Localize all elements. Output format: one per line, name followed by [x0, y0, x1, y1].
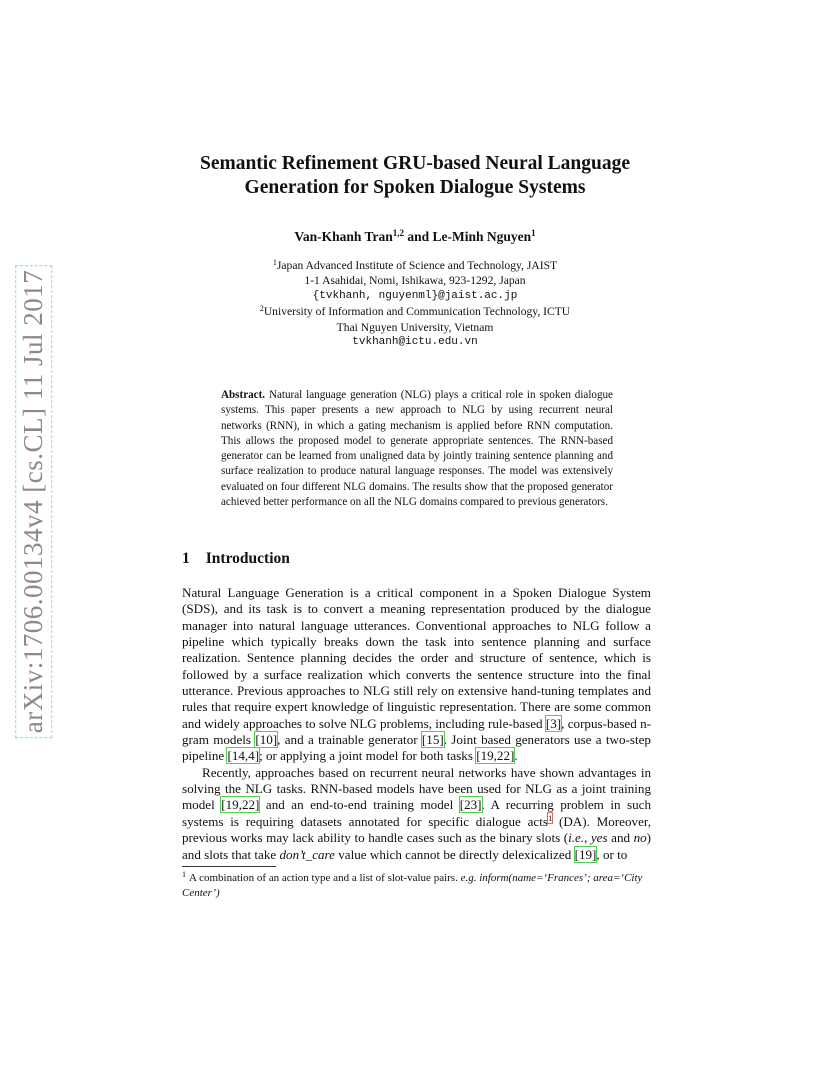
affiliation-2-line-1	[150, 304, 680, 319]
affiliation-1-line-2: 1-1 Asahidai, Nomi, Ishikawa, 923-1292, Japan	[304, 274, 526, 288]
affiliation-mark: 2	[259, 304, 264, 314]
italic-term: no	[633, 830, 647, 846]
citation-link[interactable]: [10]	[255, 732, 278, 748]
affiliation-text: University of Information and Communication Technology, ICTU	[263, 305, 571, 319]
paragraph-text: , corpus-based n-gram models	[182, 715, 652, 748]
footnote-example: e.g. inform(name=‘Frances’; area=‘City Center’)	[182, 872, 643, 899]
paper-title	[150, 152, 680, 200]
citation-link[interactable]: [3]	[545, 715, 562, 731]
footnote-rule	[182, 866, 276, 867]
abstract-label: Abstract.	[221, 389, 266, 401]
author-affiliation-mark: 1,2	[392, 228, 404, 238]
paragraph-text: ; or applying a joint model for both tasks	[259, 748, 477, 764]
title-line-1: Semantic Refinement GRU-based Neural Language	[199, 153, 631, 174]
footnote	[182, 871, 651, 901]
affiliation-1-email: {tvkhanh, nguyenml}@jaist.ac.jp	[312, 289, 518, 302]
citation-link[interactable]: [23]	[459, 797, 482, 813]
paragraph-text: and	[607, 830, 634, 846]
footnote-link[interactable]: 1	[547, 812, 553, 823]
paragraph-text: ) and slots that take	[182, 830, 652, 862]
affiliation-mark: 1	[272, 258, 277, 267]
abstract	[221, 388, 613, 510]
section-heading	[182, 549, 290, 569]
paragraph-text: and an end-to-end training model	[259, 797, 460, 813]
citation-link[interactable]: [14,4]	[227, 748, 260, 764]
arxiv-identifier-link[interactable]: arXiv:1706.00134v4 [cs.CL] 11 Jul 2017	[18, 269, 49, 733]
section-title: Introduction	[205, 550, 290, 567]
author-list	[150, 228, 680, 246]
paragraph-text: . Joint based generators use a two-step pipeline	[182, 732, 651, 764]
paragraph-text: , or to	[596, 846, 628, 862]
italic-term: don’t_care	[279, 846, 335, 862]
section-number: 1	[182, 550, 190, 567]
arxiv-stamp	[18, 268, 49, 734]
italic-term: i.e.	[568, 830, 585, 846]
citation-link[interactable]: [15]	[421, 732, 444, 748]
author-affiliation-mark: 1	[531, 228, 536, 238]
paragraph-text: (DA). Moreover, previous works may lack ability to handle cases such as the binary slots (	[182, 813, 651, 846]
paragraph-text: Recently, approaches based on recurrent neural networks have shown advantages in solving the NLG tasks. RNN-based models have been used for NLG as a joint training model	[182, 764, 651, 813]
paragraph-1	[182, 585, 651, 765]
affiliations	[150, 258, 680, 350]
paragraph-text: ,	[584, 830, 591, 846]
paragraph-text: . A recurring problem in such systems is requiring datasets annotated for specific dialogue acts	[182, 797, 651, 829]
paragraph-text: value which cannot be directly delexicalized	[334, 846, 575, 862]
abstract-text: Natural language generation (NLG) plays a critical role in spoken dialogue systems. This paper presents a new approach to NLG by using recurrent neural networks (RNN), in which a gating mechanism is applied before RNN computation. This allows the proposed model to generate appropriate sentences. The RNN-based generator can be learned from unaligned data by jointly training sentence planning and surface realization to produce natural language responses. The model was extensively evaluated on four different NLG domains. The results show that the proposed generator achieved better performance on all the NLG domains compared to previous generators.	[221, 389, 613, 508]
affiliation-1-line-1	[150, 258, 680, 273]
author-name: Le-Minh Nguyen	[432, 229, 532, 244]
citation-link[interactable]: [19,22]	[476, 748, 515, 764]
title-line-2: Generation for Spoken Dialogue Systems	[244, 177, 586, 198]
affiliation-text: Japan Advanced Institute of Science and Technology, JAIST	[276, 259, 558, 272]
paragraph-2	[182, 765, 651, 863]
paragraph-text: , and a trainable generator	[277, 732, 422, 748]
affiliation-2-email: tvkhanh@ictu.edu.vn	[352, 336, 478, 349]
paragraph-text: .	[514, 748, 518, 764]
paragraph-text: Natural Language Generation is a critical component in a Spoken Dialogue System (SDS), and its task is to convert a meaning representation produced by the dialogue manager into natural language utterances. Conventional approaches to NLG follow a pipeline which typically breaks down the task into sentence planning and surface realization. Sentence planning decides the order and structure of sentence, which is followed by a surface realization which converts the sentence structure into the final utterance. Previous approaches to NLG still rely on extensive hand-tuning templates and rules that require expert knowledge of linguistic representation. There are some common and widely approaches to solve NLG problems, including rule-based	[182, 585, 651, 731]
author-conjunction: and	[404, 229, 433, 244]
footnote-text: A combination of an action type and a list of slot-value pairs.	[189, 872, 461, 884]
body-text	[182, 585, 651, 863]
author-name: Van-Khanh Tran	[294, 229, 393, 244]
citation-link[interactable]: [19]	[574, 846, 597, 862]
footnote-number: 1	[182, 870, 186, 879]
citation-link[interactable]: [19,22]	[221, 797, 260, 813]
italic-term: yes	[590, 830, 608, 846]
affiliation-2-line-2: Thai Nguyen University, Vietnam	[336, 320, 494, 334]
